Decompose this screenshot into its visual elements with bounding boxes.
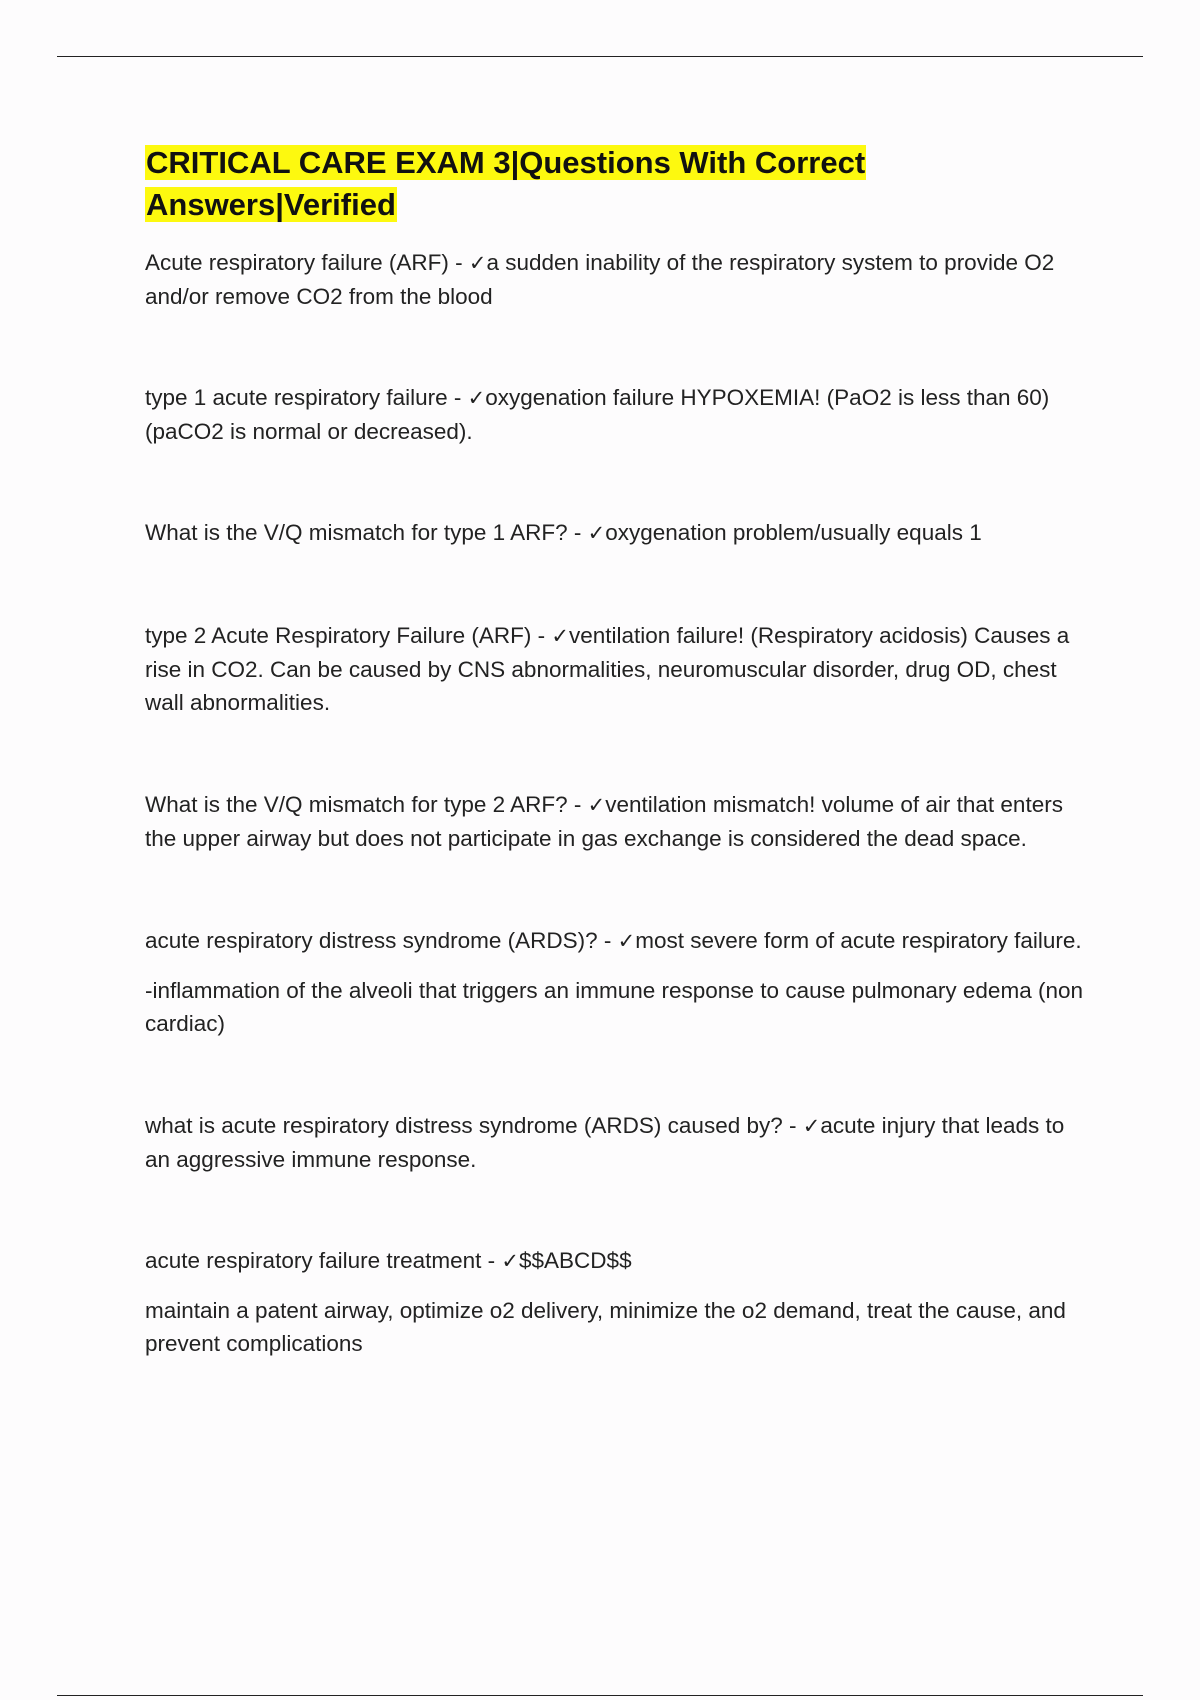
- page-bottom-rule: [57, 1695, 1143, 1696]
- question-text: acute respiratory failure treatment -: [145, 1248, 502, 1273]
- check-icon: ✓: [551, 624, 569, 648]
- qa-item: [145, 516, 1095, 550]
- question-text: type 2 Acute Respiratory Failure (ARF) -: [145, 623, 552, 648]
- answer-text: oxygenation failure HYPOXEMIA! (PaO2 is less than 60) (paCO2 is normal or decreased).: [145, 385, 1050, 444]
- qa-item: [145, 246, 1095, 313]
- check-icon: ✓: [467, 386, 486, 410]
- answer-continuation: -inflammation of the alveoli that triggers an immune response to cause pulmonary edema (non cardiac): [145, 978, 1083, 1036]
- check-icon: ✓: [501, 1249, 520, 1273]
- check-icon: ✓: [617, 929, 636, 953]
- check-icon: ✓: [587, 521, 606, 545]
- qa-item: [145, 788, 1095, 855]
- page-top-rule: [57, 56, 1143, 57]
- check-icon: ✓: [802, 1114, 821, 1138]
- question-text: Acute respiratory failure (ARF) -: [145, 250, 469, 275]
- title-line-2: Answers|Verified: [146, 187, 396, 222]
- qa-item: [145, 619, 1095, 719]
- question-text: What is the V/Q mismatch for type 1 ARF? -: [145, 520, 588, 545]
- qa-item: [145, 924, 1095, 958]
- question-text: What is the V/Q mismatch for type 2 ARF? -: [145, 792, 588, 817]
- answer-text: most severe form of acute respiratory failure.: [635, 928, 1082, 953]
- answer-text: a sudden inability of the respiratory system to provide O2 and/or remove CO2 from the blood: [145, 250, 1055, 309]
- answer-text: acute injury that leads to an aggressive immune response.: [145, 1113, 1065, 1172]
- question-text: acute respiratory distress syndrome (ARDS)? -: [145, 928, 618, 953]
- question-text: what is acute respiratory distress syndrome (ARDS) caused by? -: [145, 1113, 803, 1138]
- qa-item: [145, 1109, 1095, 1176]
- document-title: [145, 142, 1095, 226]
- qa-item: [145, 1244, 1095, 1278]
- check-icon: ✓: [468, 251, 487, 275]
- answer-continuation: maintain a patent airway, optimize o2 delivery, minimize the o2 demand, treat the cause, and prevent complications: [145, 1298, 1066, 1356]
- answer-text: oxygenation problem/usually equals 1: [605, 520, 982, 545]
- document-body: [145, 142, 1095, 1360]
- question-text: type 1 acute respiratory failure -: [145, 385, 468, 410]
- answer-text: ventilation mismatch! volume of air that enters the upper airway but does not participate in gas exchange is considered the dead space.: [145, 792, 1063, 851]
- answer-text: ventilation failure! (Respiratory acidosis) Causes a rise in CO2. Can be caused by CNS abnormalities, neuromuscular disorder, drug OD, chest wall abnormalities.: [145, 623, 1070, 715]
- answer-text: $$ABCD$$: [519, 1248, 632, 1273]
- title-line-1: CRITICAL CARE EXAM 3|Questions With Correct: [146, 145, 866, 180]
- qa-item: [145, 381, 1095, 448]
- check-icon: ✓: [587, 793, 606, 817]
